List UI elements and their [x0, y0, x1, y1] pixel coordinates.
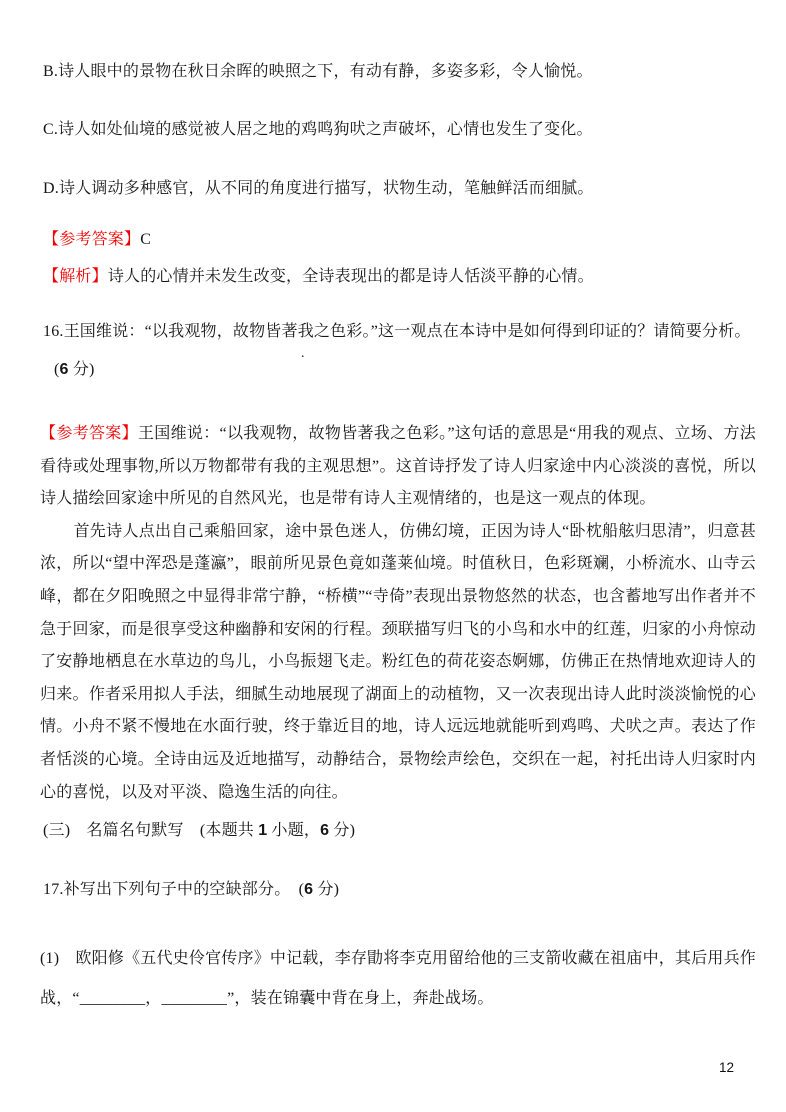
option-d: D.诗人调动多种感官，从不同的角度进行描写，状物生动，笔触鲜活而细腻。 — [43, 180, 594, 197]
q16-answer-para2: 首先诗人点出自己乘船回家，途中景色迷人，仿佛幻境，正因为诗人“卧枕船舷归思清”，归意甚浓，所以“望中浑恐是蓬瀛”，眼前所见景色竟如蓬莱仙境。时值秋日，色彩斑斓，小桥流水、山寺云峰，都在夕阳晚照之中显得非常宁静，“桥横”“寺倚”表现出景物悠然的状态，也含蓄地写出作者并不急于回家，而是很享受这种幽静和安闲的行程。颈联描写归飞的小鸟和水中的红莲，归家的小舟惊动了安静地栖息在水草边的鸟儿，小鸟振翅飞走。粉红色的荷花姿态婀娜，仿佛正在热情地欢迎诗人的归来。作者采用拟人手法，细腻生动地展现了湖面上的动植物，又一次表现出诗人此时淡淡愉悦的心情。小舟不紧不慢地在水面行驶，终于靠近目的地，诗人远远地就能听到鸡鸣、犬吠之声。表达了作者恬淡的心境。全诗由远及近地描写，动静结合，景物绘声绘色，交织在一起，衬托出诗人归家时内心的喜悦，以及对平淡、隐逸生活的向往。 — [40, 522, 756, 801]
q16-score-close: 分) — [68, 361, 95, 378]
q15-answer — [43, 229, 758, 250]
q17-score-number: 6 — [304, 881, 314, 898]
q16-score-number: 6 — [59, 361, 69, 378]
q16-stem: 16.王国维说：“以我观物，故物皆著我之色彩。”这一观点在本诗中是如何得到印证的？请简要分析。 — [43, 323, 751, 340]
q16-answer-para1 — [40, 418, 756, 516]
reference-answer-tag: 【参考答案】 — [43, 231, 141, 248]
q17-stem-text: 17.补写出下列句子中的空缺部分。 — [43, 881, 299, 898]
q17-score-open: ( — [298, 881, 305, 898]
q17-stem — [43, 879, 758, 900]
section3-score: 6 — [320, 822, 330, 839]
q16-score — [54, 359, 758, 380]
reference-answer-tag: 【参考答案】 — [40, 425, 138, 442]
q17-score-close: 分) — [313, 881, 340, 898]
stray-period-mark: . — [301, 346, 305, 361]
option-c: C.诗人如处仙境的感觉被人居之地的鸡鸣狗吠之声破坏，心情也发生了变化。 — [43, 121, 593, 138]
analysis-tag: 【解析】 — [43, 268, 108, 285]
section3-mid: 小题， — [267, 822, 321, 839]
section3-heading — [43, 820, 758, 841]
section3-suffix: 分) — [329, 822, 356, 839]
q16-answer — [40, 418, 756, 809]
section3-prefix: (三) 名篇名句默写 (本题共 — [43, 822, 259, 839]
option-b: B.诗人眼中的景物在秋日余晖的映照之下，有动有静，多姿多彩，令人愉悦。 — [43, 63, 593, 80]
q16-answer-para1-text: 王国维说：“以我观物，故物皆著我之色彩。”这句话的意思是“用我的观点、立场、方法看待或处理事物,所以万物都带有我的主观思想”。这首诗抒发了诗人归家途中内心淡淡的喜悦，所以诗人描绘回家途中所见的自然风光，也是带有诗人主观情绪的，也是这一观点的体现。 — [40, 425, 756, 508]
q17-item1-text: (1) 欧阳修《五代史伶官传序》中记载，李存勖将李克用留给他的三支箭收藏在祖庙中，其后用兵作战，“________，________”，装在锦囊中背在身上，奔赴战场。 — [40, 950, 756, 1007]
q16-score-open: ( — [54, 361, 60, 378]
q15-answer-value: C — [140, 231, 152, 248]
page-number: 12 — [719, 1060, 735, 1075]
q15-analysis-text: 诗人的心情并未发生改变，全诗表现出的都是诗人恬淡平静的心情。 — [107, 268, 594, 285]
q15-analysis — [43, 266, 758, 287]
q17-item1 — [40, 939, 756, 1019]
section3-count: 1 — [258, 822, 268, 839]
